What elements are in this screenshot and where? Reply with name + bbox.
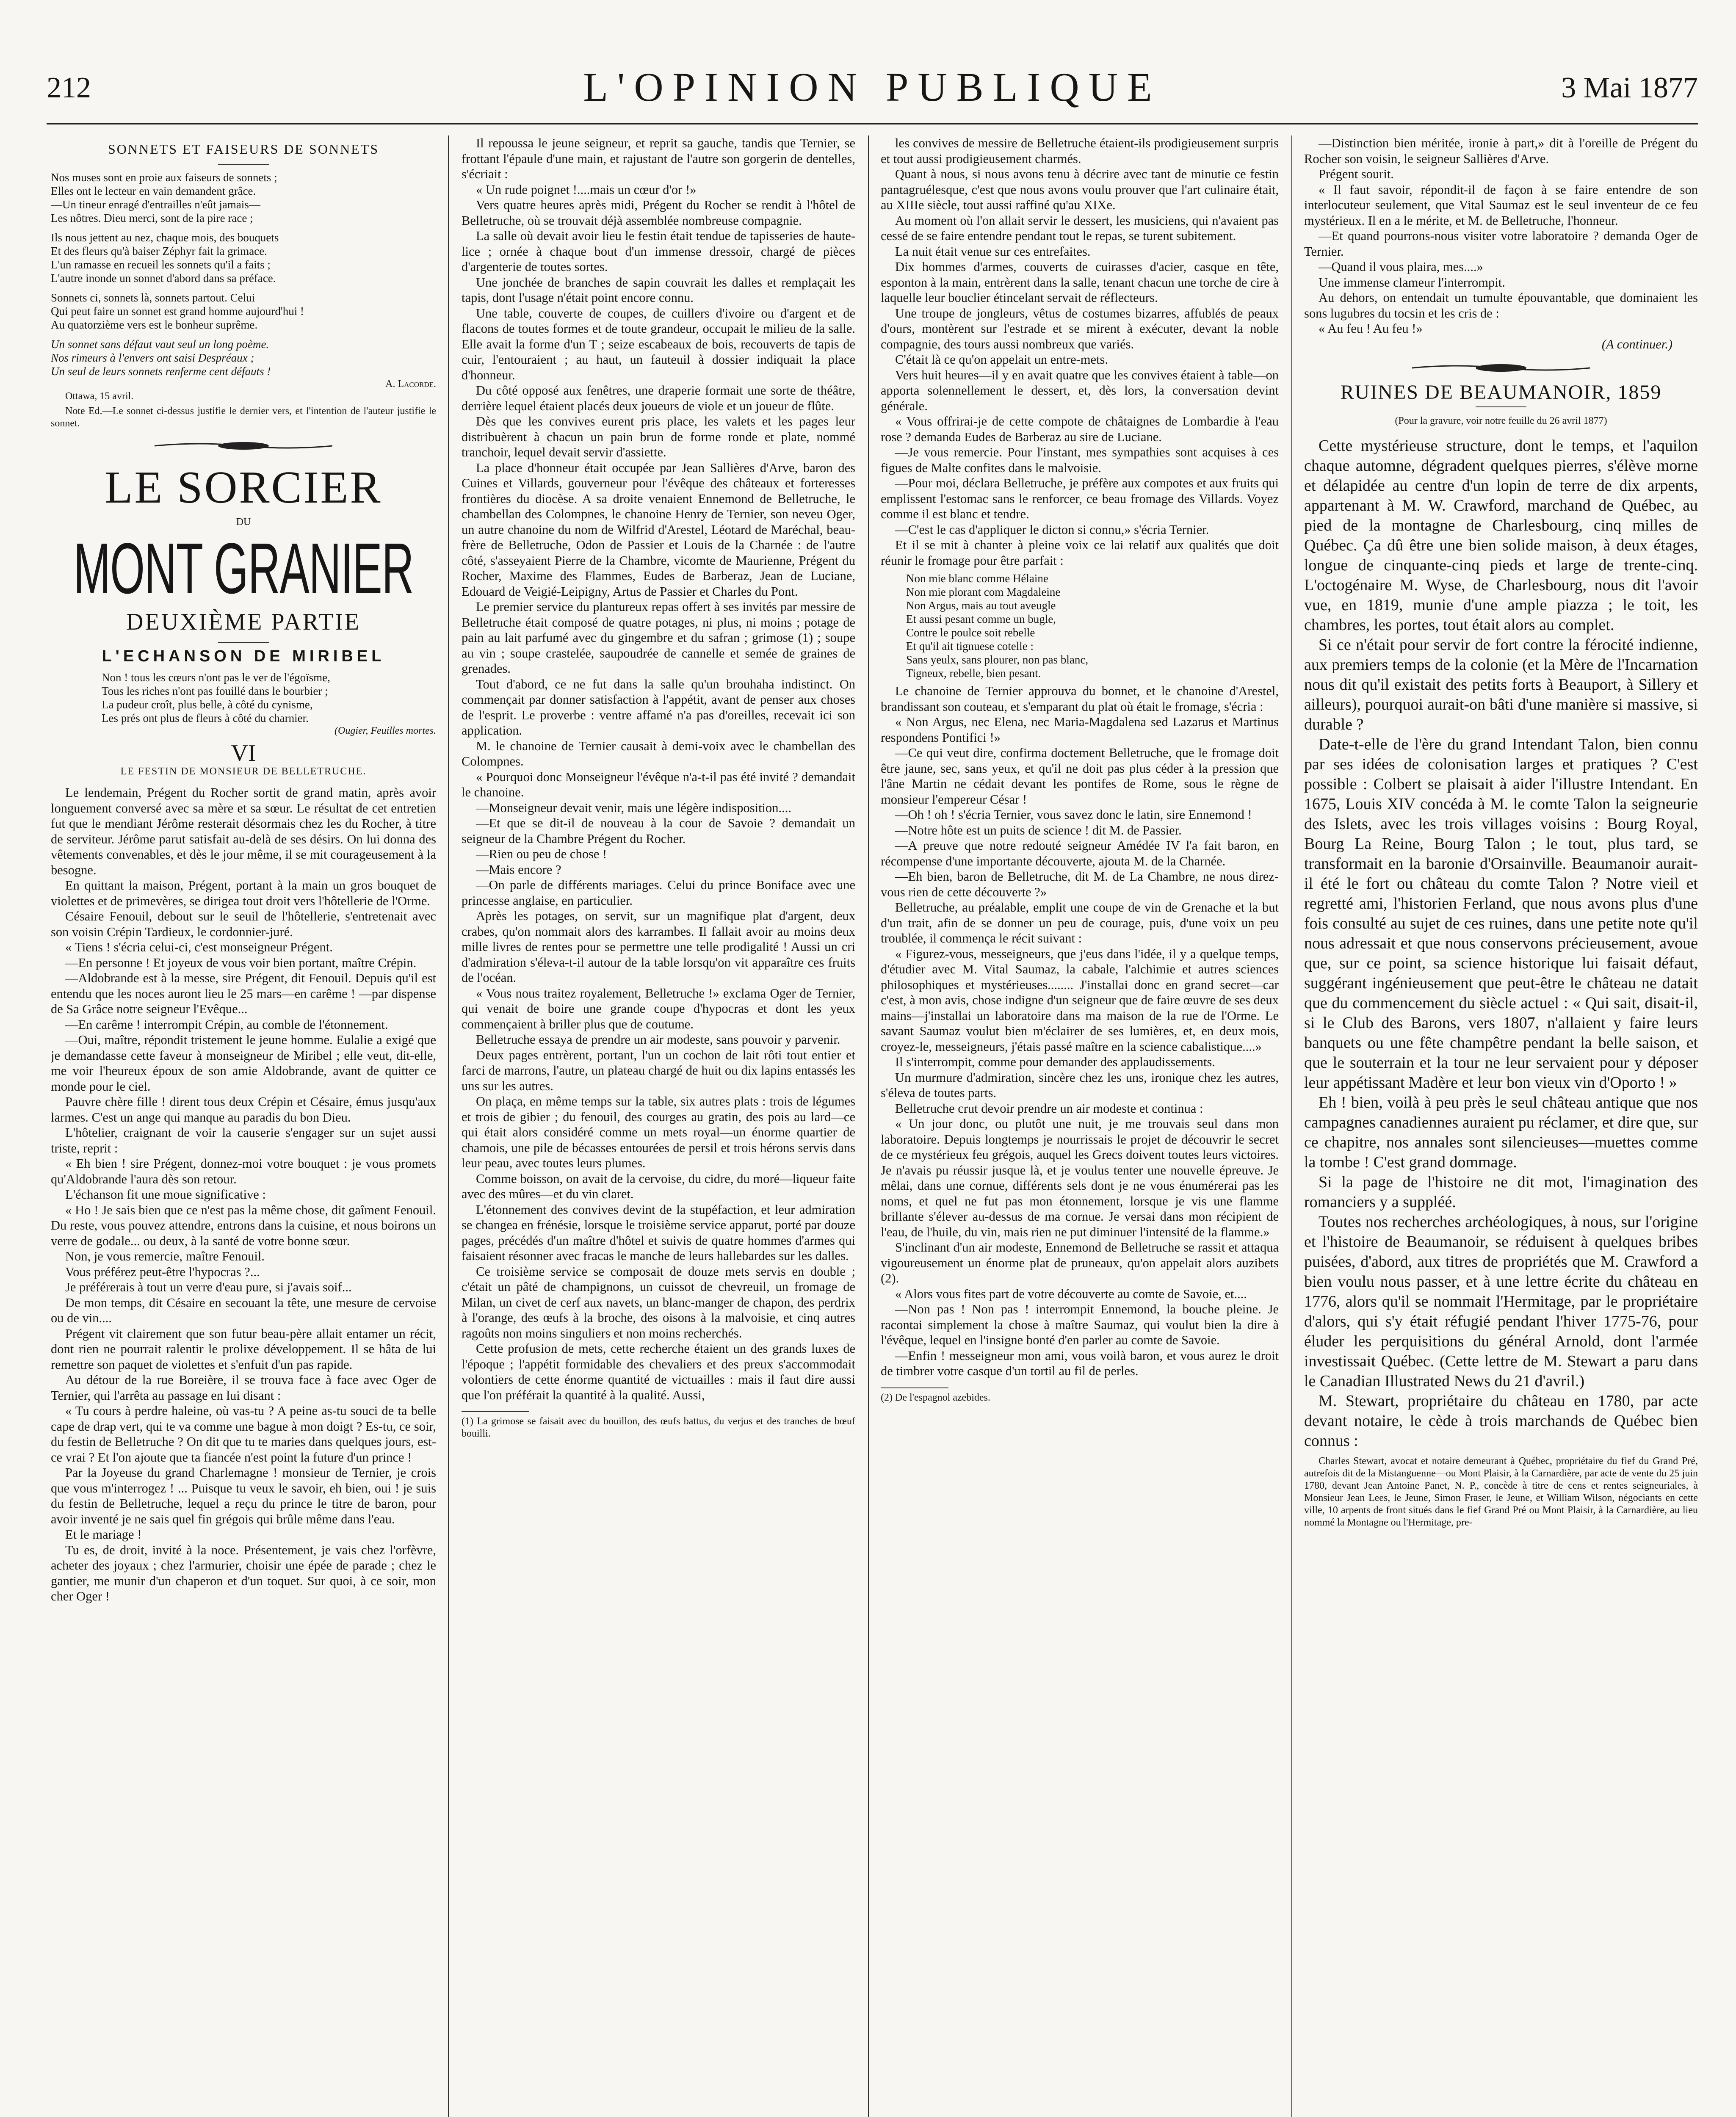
paragraph: Dès que les convives eurent pris place, les valets et les pages leur distribuèrent à chacun un pain brun de forme ronde et plate, nommé tranchoir, lequel devait servir d'assiette.	[462, 414, 855, 459]
paragraph: —Notre hôte est un puits de science ! dit M. de Passier.	[895, 823, 1182, 837]
paragraph: —A preuve que notre redouté seigneur Amédée IV l'a fait baron, en récompense d'une importante découverte, ajouta M. de la Charnée.	[881, 838, 1279, 868]
paragraph: —Mais encore ?	[476, 862, 561, 877]
verse-line: Et qu'il ait tignuese cotelle :	[906, 640, 1034, 652]
paragraph: « Un rude poignet !....mais un cœur d'or !»	[476, 182, 697, 197]
ruines-body	[1304, 436, 1698, 1451]
paragraph: —On parle de différents mariages. Celui du prince Boniface avec une princesse anglaise, en particulier.	[462, 878, 855, 908]
paragraph: Date-t-elle de l'ère du grand Intendant Talon, bien connu par ses idées de colonisation larges et pratiques ? C'est possible : Colbert se plaisait à aider l'illustre Intendant. En 1675, Louis XIV concéda à M. le comte Talon la seigneurie des Islets, avec les trois villages voisins : Bourg Royal, Bourg La Reine, Bourg Talon ; le tout, plus tard, se transformait en la baronie d'Orsainville. Beaumanoir aurait-il été le fort ou château du comte Talon ? Notre vieil et regretté ami, l'historien Ferland, que nous avons plus d'une fois consulté au sujet de ces ruines, dans une petite note qu'il nous adressait et que nous conservons précieusement, avoue que, sur ce point, sa science historique lui faisait défaut, suggérant ingénieusement que peut-être le château ne datait que du commencement du siècle actuel : « Qui sait, disait-il, si le Club des Barons, vers 1807, n'allaient y faire leurs banquets ou une fête champêtre pendant la belle saison, et que le souterrain et la tour ne leur servaient pour y déposer leur appétissant Madère et leur bon vieux vin d'Oporto ! »	[1304, 735, 1698, 1092]
paragraph: « Au feu ! Au feu !»	[1319, 321, 1423, 336]
cheese-song	[881, 572, 1279, 680]
verse-line: Nos muses sont en proie aux faiseurs de sonnets ;	[51, 171, 277, 184]
paragraph: Vers quatre heures après midi, Prégent du Rocher se rendit à l'hôtel de Belletruche, où se trouvait déjà assemblée nombreuse compagnie.	[462, 198, 855, 228]
column-2	[462, 135, 855, 2117]
paragraph: Belletruche essaya de prendre un air modeste, sans pouvoir y parvenir.	[476, 1032, 840, 1047]
ornament-divider	[51, 438, 436, 455]
column-2-body	[462, 135, 855, 1403]
verse-line: Et des fleurs qu'à baiser Zéphyr fait la grimace.	[51, 244, 267, 257]
sonnet-stanza-2	[51, 231, 436, 285]
paragraph: Une jonchée de branches de sapin couvrait les dalles et remplaçait les tapis, dont l'usage n'était point encore connu.	[462, 275, 855, 305]
paragraph: —Je vous remercie. Pour l'instant, mes sympathies sont acquises à ces figues de Malte confites dans le malvoisie.	[881, 445, 1279, 475]
ruines-final-note: Charles Stewart, avocat et notaire demeurant à Québec, propriétaire du fief du Grand Pré, autrefois dit de la Mistanguenne—ou Mont Plaisir, à la Carnardière, par acte de vente du 25 juin 1780, devant Jean Antoine Panet, N. P., concède à titre de cens et rentes seigneuriales, à Monsieur Jean Lees, le Jeune, Simon Fraser, le Jeune, et William Wilson, négociants en cette ville, 10 arpents de front situés dans le fief Grand Pré ou Mont Plaisir, à la Carnardière, au lieu nommé la Montagne ou l'Hermitage, pre-	[1304, 1456, 1698, 1528]
paragraph: Au détour de la rue Boreière, il se trouva face à face avec Oger de Ternier, qui l'arrêta au passage en lui disant :	[51, 1373, 436, 1403]
verse-line: L'un ramasse en recueil les sonnets qu'il a faits ;	[51, 258, 271, 271]
paragraph: La salle où devait avoir lieu le festin était tendue de tapisseries de haute-lice ; ornée à chaque bout d'un immense dressoir, chargé de pièces d'argenterie de toutes sortes.	[462, 229, 855, 274]
paragraph: Par la Joyeuse du grand Charlemagne ! monsieur de Ternier, je crois que vous m'interrogez ! ... Puisque tu veux le savoir, eh bien, oui ! je suis du festin de Belletruche, lequel a reçu du prince le titre de baron, pour avoir inventé je ne sais quel fin grégois qui brûle même dans l'eau.	[51, 1465, 436, 1526]
verse-line: Non ! tous les cœurs n'ont pas le ver de l'égoïsme,	[102, 671, 330, 684]
paragraph: —Quand il vous plaira, mes....»	[1319, 260, 1483, 274]
paragraph: « Ho ! Je sais bien que ce n'est pas la même chose, dit gaîment Fenouil. Du reste, vous pouvez attendre, entrons dans la cuisine, et nous boirons un verre de godale... ou deux, à la santé de votre bonne sœur.	[51, 1202, 436, 1248]
paragraph: Prégent sourit.	[1319, 167, 1394, 181]
verse-line: Sonnets ci, sonnets là, sonnets partout. Celui	[51, 291, 255, 304]
paragraph: « Un jour donc, ou plutôt une nuit, je me trouvais seul dans mon laboratoire. Depuis longtemps je nourrissais le projet de découvrir le secret de ce mystérieux feu grégois, auquel les Grecs doivent toutes leurs victoires. Je n'avais pu réussir jusque là, et je voulus tenter une nouvelle épreuve. Je mêlai, dans une cornue, différents sels dont je ne vous énumérerai pas les noms, et quel ne fut pas mon étonnement, lorsque je vis une flamme brillante s'élever au-dessus de ma cornue. Je versai dans mon récipient de l'eau, de l'huile, du vin, mais rien ne put diminuer l'intensité de la flamme.»	[881, 1117, 1279, 1239]
divider	[218, 164, 269, 165]
column-1	[51, 135, 436, 2117]
paragraph: « Pourquoi donc Monseigneur l'évêque n'a-t-il pas été invité ? demandait le chanoine.	[462, 769, 855, 799]
paragraph: L'étonnement des convives devint de la stupéfaction, et leur admiration se changea en frénésie, lorsque le troisième service apparut, porté par douze pages, précédés d'un maître d'hôtel et suivis de quatre hommes d'armes qui faisaient résonner avec fracas le manche de leurs hallebardes sur les dalles.	[462, 1202, 855, 1263]
paragraph: Dix hommes d'armes, couverts de cuirasses d'acier, casque en tête, esponton à la main, entrèrent dans la salle, tenant chacun une torche de cire à laquelle leur bouclier étincelant servait de réflecteurs.	[881, 260, 1279, 305]
paragraph: —Distinction bien méritée, ironie à part,» dit à l'oreille de Prégent du Rocher son voisin, le seigneur Sallières d'Arve.	[1304, 136, 1698, 166]
paragraph: —Eh bien, baron de Belletruche, dit M. de La Chambre, ne nous direz-vous rien de cette découverte ?»	[881, 869, 1279, 899]
issue-date: 3 Mai 1877	[1561, 72, 1698, 104]
paragraph: En quittant la maison, Prégent, portant à la main un gros bouquet de violettes et de primevères, se dirigea tout droit vers l'hôtellerie de l'Orme.	[51, 878, 436, 908]
paragraph: « Tiens ! s'écria celui-ci, c'est monseigneur Prégent.	[65, 940, 333, 954]
paragraph: Une immense clameur l'interrompit.	[1319, 275, 1505, 290]
paragraph: —Oui, maître, répondit tristement le jeune homme. Eulalie a exigé que je demandasse cette faveur à monseigneur de Miribel ; elle veut, dit-elle, me voir l'heureux époux de son amie Aldobrande, avant de quitter ce monde pour le ciel.	[51, 1033, 436, 1094]
paragraph: « Eh bien ! sire Prégent, donnez-moi votre bouquet : je vous promets qu'Aldobrande l'aura dès son retour.	[51, 1156, 436, 1186]
page-header	[47, 64, 1698, 114]
paragraph: Vous préférez peut-être l'hypocras ?...	[65, 1264, 260, 1279]
paragraph: —Non pas ! Non pas ! interrompit Ennemond, la bouche pleine. Je racontai simplement la chose à maître Saumaz, qui voulut bien la dire à l'évêque, lequel en l'insigne bonté d'en parler au comte de Savoie.	[881, 1302, 1279, 1347]
ornament-divider	[1304, 360, 1698, 377]
paragraph: —Et que se dit-il de nouveau à la cour de Savoie ? demandait un seigneur de la Chambre Prégent du Rocher.	[462, 816, 855, 846]
paragraph: les convives de messire de Belletruche étaient-ils prodigieusement surpris et tout aussi prodigieusement charmés.	[881, 136, 1279, 166]
column-3-body	[881, 135, 1279, 568]
paragraph: —Pour moi, déclara Belletruche, je préfère aux compotes et aux fruits qui emplissent l'estomac sans le renforcer, ce beau fromage des Villards. Voyez comme il est blanc et tendre.	[881, 476, 1279, 521]
verse-line: Contre le poulce soit rebelle	[906, 626, 1035, 639]
divider	[1476, 406, 1526, 407]
verse-line: Les prés ont plus de fleurs à côté du charnier.	[102, 712, 309, 724]
paragraph: —Rien ou peu de chose !	[476, 847, 607, 861]
paragraph: La place d'honneur était occupée par Jean Sallières d'Arve, baron des Cuines et Villards, gouverneur pour l'évêque des châteaux et forteresses frontières du diocèse. A sa droite venaient Ennemond de Belletruche, le chambellan des Colompnes, le chanoine Henry de Ternier, son neveu Oger, un autre chanoine du nom de Wilfrid d'Arestel, Léotard de Maréchal, beau-frère de Belletruche, Odon de Passier et Louis de la Charnée : de l'autre côté, s'asseyaient Pierre de la Chambre, vicomte de Maurienne, Prégent du Rocher, Maxime des Flammes, Eudes de Barberaz, Jean de Luciane, Edouard de Veigié-Leipigny, Artus de Passier et Charles du Pont.	[462, 460, 855, 599]
paragraph: Eh ! bien, voilà à peu près le seul château antique que nos campagnes canadiennes auraient pu réclamer, et dire que, sur ce chapitre, nos annales sont silencieuses—muettes comme la tombe ! C'est grand dommage.	[1304, 1094, 1698, 1171]
epigraph	[51, 671, 436, 725]
paragraph: Si ce n'était pour servir de fort contre la férocité indienne, aux premiers temps de la colonie (et la Mère de l'Incarnation nous dit qu'il existait des petits forts à Beauport, à Sillery et ailleurs), pourquoi aurait-on bâti d'une manière si massive, si durable ?	[1304, 636, 1698, 733]
paragraph: Non, je vous remercie, maître Fenouil.	[65, 1249, 265, 1263]
verse-line: Non mie plorant com Magdaleine	[906, 586, 1061, 598]
footnote-rule	[881, 1387, 948, 1388]
column-divider	[1291, 135, 1292, 2117]
paragraph: « Vous offrirai-je de cette compote de châtaignes de Lombardie à l'eau rose ? demanda Eudes de Barberaz au sire de Luciane.	[881, 414, 1279, 444]
page-number: 212	[47, 72, 91, 104]
paragraph: « Non Argus, nec Elena, nec Maria-Magdalena sed Lazarus et Martinus respondens Pontifici !»	[881, 715, 1279, 745]
paragraph: « Figurez-vous, messeigneurs, que j'eus dans l'idée, il y a quelque temps, d'étudier avec M. Vital Saumaz, la cabale, l'alchimie et autres sciences philosophiques et mystérieuses........ J'installai donc en grand secret—car c'est, à mon avis, chose indigne d'un seigneur que de faire œuvre de ses deux mains—j'installai un laboratoire dans ma maison de la rue de l'Orme. Le savant Saumaz voulut bien m'éclairer de ses lumières, et, en deux mois, croyez-le, messeigneurs, j'étais passé maître en la science cabalistique....»	[881, 946, 1279, 1054]
paragraph: « Il faut savoir, répondit-il de façon à se faire entendre de son interlocuteur seulement, que Vital Saumaz est le seul inventeur de ce feu mystérieux. Il en a le mérite, et M. de Belletruche, l'honneur.	[1304, 182, 1698, 228]
paragraph: Belletruche crut devoir prendre un air modeste et continua :	[895, 1101, 1203, 1116]
column-divider	[448, 135, 449, 2117]
paragraph: Belletruche, au préalable, emplit une coupe de vin de Grenache et la but d'un trait, afin de se donner un peu de courage, puis, d'une voix un peu troublée, il commença le récit suivant :	[881, 900, 1279, 945]
epigraph-source: (Ougier, Feuilles mortes.	[334, 725, 436, 736]
paragraph: M. Stewart, propriétaire du château en 1780, par acte devant notaire, le cède à trois marchands de Québec bien connus :	[1304, 1392, 1698, 1450]
divider	[218, 642, 269, 643]
paragraph: De mon temps, dit Césaire en secouant la tête, une mesure de cervoise ou de vin....	[51, 1295, 436, 1325]
column-4-body	[1304, 135, 1698, 337]
verse-line: L'autre inonde un sonnet d'abord dans sa préface.	[51, 271, 276, 285]
footnote-rule	[462, 1411, 529, 1412]
verse-line: Elles ont le lecteur en vain demandent grâce.	[51, 184, 256, 197]
feuilleton-title-2: MONT GRANIER	[73, 528, 414, 609]
paragraph: Une table, couverte de coupes, de cuillers d'ivoire ou d'argent et de flacons de toutes formes et de toute grandeur, occupait le milieu de la salle. Elle avait la forme d'un T ; seize escabeaux de bois, recouverts de tapis de cuir, l'entouraient ; au haut, un fauteuil à dossier indiquait la place d'honneur.	[462, 306, 855, 382]
paragraph: Et le mariage !	[65, 1527, 142, 1542]
paragraph: —C'est le cas d'appliquer le dicton si connu,» s'écria Ternier.	[895, 522, 1209, 537]
paragraph: L'échanson fit une moue significative :	[65, 1187, 266, 1202]
sonnet-signature: A. Lacorde.	[385, 378, 436, 390]
paragraph: Cette profusion de mets, cette recherche étaient un des grands luxes de l'époque ; l'appétit formidable des chevaliers et des preux s'accommodait volontiers de cette énorme quantité de victuailles : mais il faut dire aussi que l'on préférait la quantité à la qualité. Aussi,	[462, 1341, 855, 1402]
paragraph: Quant à nous, si nous avons tenu à décrire avec tant de minutie ce festin pantagruélesque, c'est que nous avons voulu prouver que l'art culinaire était, au XIIIe siècle, tout aussi raffiné qu'au XIXe.	[881, 167, 1279, 212]
paragraph: « Tu cours à perdre haleine, où vas-tu ? A peine as-tu souci de ta belle cape de drap vert, qui te va comme une bague à mon doigt ? Es-tu, ce soir, du festin de Belletruche ? On dit que tu te maries dans quelques jours, est-ce vrai ? Et l'on ajoute que ta fiancée n'est point la future d'un prince !	[51, 1404, 436, 1465]
paragraph: Tu es, de droit, invité à la noce. Présentement, je vais chez l'orfèvre, acheter des joyaux ; chez l'armurier, choisir une épée de parade ; chez le gantier, me munir d'un chaperon et d'un toquet. Sur quoi, à ce soir, mon cher Oger !	[51, 1542, 436, 1603]
paragraph: Pauvre chère fille ! dirent tous deux Crépin et Césaire, émus jusqu'aux larmes. C'est un ange qui manque au paradis du bon Dieu.	[51, 1094, 436, 1125]
ruines-subtitle: (Pour la gravure, voir notre feuille du 26 avril 1877)	[1395, 415, 1607, 426]
editor-note: Note Ed.—Le sonnet ci-dessus justifie le dernier vers, et l'intention de l'auteur justifie le sonnet.	[51, 405, 436, 429]
paragraph: Après les potages, on servit, sur un magnifique plat d'argent, deux crabes, qu'on nommait alors des karrambes. Il fallait avoir au moins deux mille livres de rentes pour se permettre une telle prodigalité ! Aussi un cri d'admiration s'éleva-t-il autour de la table lorsqu'on vit apparaître ces fruits de l'océan.	[462, 909, 855, 985]
paragraph: Césaire Fenouil, debout sur le seuil de l'hôtellerie, s'entretenait avec son voisin Crépin Tardieux, le cordonnier-juré.	[51, 909, 436, 939]
column-4	[1304, 135, 1698, 2117]
paragraph: —Enfin ! messeigneur mon ami, vous voilà baron, et vous aurez le droit de timbrer votre casque d'un tortil au fil de perles.	[881, 1348, 1279, 1378]
feuilleton-title-du: DU	[236, 516, 251, 528]
paragraph: Le lendemain, Prégent du Rocher sortit de grand matin, après avoir longuement conversé avec sa mère et sa sœur. Le résultat de cet entretien fut que le mendiant Jérôme resterait désormais chez les du Rocher, à titre de serviteur. Jérôme parut satisfait au-delà de ses désirs. On lui donna des vêtements convenables, et dès le jour même, il se mit courageusement à la besogne.	[51, 785, 436, 877]
paragraph: —Monseigneur devait venir, mais une légère indisposition....	[476, 800, 792, 815]
paragraph: Tout d'abord, ce ne fut dans la salle qu'un brouhaha indistinct. On commençait par donner satisfaction à l'appétit, avant de penser aux choses de l'esprit. Le proverbe : ventre affamé n'a pas d'oreilles, recevait ici son application.	[462, 677, 855, 738]
footnote-1: (1) La grimose se faisait avec du bouillon, des œufs battus, du verjus et des tranches de bœuf bouilli.	[462, 1416, 855, 1439]
paragraph: La nuit était venue sur ces entrefaites.	[895, 244, 1091, 259]
column-3-body-b	[881, 683, 1279, 1379]
paragraph: Au dehors, on entendait un tumulte épouvantable, que dominaient les sons lugubres du tocsin et les cris de :	[1304, 290, 1698, 321]
paragraph: Le premier service du plantureux repas offert à ses invités par messire de Belletruche était composé de quatre potages, ni plus, ni moins ; potage de pain au lait parfumé avec du gingembre et du safran ; grimose (1) ; soupe au vin ; soupe crastelée, saupoudrée de cannelle et semée de graines de grenades.	[462, 600, 855, 676]
paragraph: Je préférerais à tout un verre d'eau pure, si j'avais soif...	[65, 1280, 352, 1294]
footnote-2: (2) De l'espagnol azebides.	[881, 1392, 990, 1403]
sonnet-place-date: Ottawa, 15 avril.	[65, 390, 134, 402]
paragraph: Au moment où l'on allait servir le dessert, les musiciens, qui n'avaient pas cessé de se faire entendre pendant tout le repas, se turent subitement.	[881, 213, 1279, 243]
verse-line: La pudeur croît, plus belle, à côté du cynisme,	[102, 698, 313, 711]
paragraph: Si la page de l'histoire ne dit mot, l'imagination des romanciers y a suppléé.	[1304, 1173, 1698, 1211]
paragraph: —Aldobrande est à la messe, sire Prégent, dit Fenouil. Depuis qu'il est entendu que les noces auront lieu le 25 mars—en carême ! —par dispense de Sa Grâce notre seigneur l'Evêque...	[51, 971, 436, 1016]
paragraph: Et il se mit à chanter à pleine voix ce lai relatif aux qualités que doit réunir le fromage pour être parfait :	[881, 538, 1279, 568]
paragraph: « Alors vous fites part de votre découverte au comte de Savoie, et....	[895, 1286, 1247, 1301]
paragraph: M. le chanoine de Ternier causait à demi-voix avec le chambellan des Colompnes.	[462, 738, 855, 768]
paragraph: Toutes nos recherches archéologiques, à nous, sur l'origine et l'histoire de Beaumanoir, se réduisent à quelques bribes puisées, d'abord, aux titres de propriétés que M. Crawford a bien voulu nous passer, et à une lettre écrite du château en 1776, alors qu'il se nommait l'Hermitage, par le propriétaire d'alors, qui s'y était réfugié pendant l'hiver 1775-76, pour éluder les perquisitions du général Arnold, dont l'armée investissait Québec. (Cette lettre de M. Stewart a paru dans le Canadian Illustrated News du 21 d'avril.)	[1304, 1213, 1698, 1390]
verse-line: Qui peut faire un sonnet est grand homme aujourd'hui !	[51, 304, 304, 318]
paragraph: Il repoussa le jeune seigneur, et reprit sa gauche, tandis que Ternier, se frottant l'épaule d'une main, et rajustant de l'autre son gorgerin de dentelles, s'écriait :	[462, 136, 855, 181]
paragraph: S'inclinant d'un air modeste, Ennemond de Belletruche se rassit et attaqua vigoureusement un énorme plat de pruneaux, qu'on appelait alors auzibets (2).	[881, 1240, 1279, 1285]
header-rule	[47, 123, 1698, 124]
verse-line: Et aussi pesant comme un bugle,	[906, 613, 1056, 625]
column-1-body	[51, 785, 436, 1604]
paragraph: —Ce qui veut dire, confirma doctement Belletruche, que le fromage doit être jaune, sec, sans yeux, et qu'il ne doit pas plus céder à la pression que l'âne Martin ne cédait devant les pontifes de Rome, sous le règne de monsieur l'empereur César !	[881, 746, 1279, 807]
feuilleton-part: DEUXIÈME PARTIE	[126, 609, 361, 635]
paragraph: —Et quand pourrons-nous visiter votre laboratoire ? demanda Oger de Ternier.	[1304, 229, 1698, 259]
verse-line: Tigneux, rebelle, bien pesant.	[906, 667, 1041, 680]
paragraph: Comme boisson, on avait de la cervoise, du cidre, du moré—liqueur faite avec des mûres—et du vin claret.	[462, 1171, 855, 1201]
column-3	[881, 135, 1279, 2117]
paragraph: L'hôtelier, craignant de voir la causerie s'engager sur un sujet aussi triste, reprit :	[51, 1125, 436, 1155]
paragraph: Ce troisième service se composait de douze mets servis en double ; c'était un pâté de champignons, un cuissot de chevreuil, un fromage de Milan, un civet de cerf aux navets, un blanc-manger de chapon, des perdrix à l'orange, des œufs à la broche, des oisons à la malvoisie, et cinq autres ragoûts non moins singuliers et non moins recherchés.	[462, 1264, 855, 1340]
paragraph: Vers huit heures—il y en avait quatre que les convives étaient à table—on apporta solennellement le dessert, et, dès lors, la conversation devint générale.	[881, 368, 1279, 413]
verse-line: —Un tineur enragé d'entrailles n'eût jamais—	[51, 198, 260, 211]
sonnet-stanza-4	[51, 337, 436, 378]
sonnet-stanza-3	[51, 291, 436, 332]
paragraph: « Vous nous traitez royalement, Belletruche !» exclama Oger de Ternier, qui venait de boire une grande coupe d'hypocras et dont les yeux commençaient à briller plus que de coutume.	[462, 986, 855, 1031]
paragraph: On plaça, en même temps sur la table, six autres plats : trois de légumes et trois de gibier ; du fenouil, des courges au gratin, des pois au lard—ce qui était alors considéré comme un mets royal—un énorme quartier de chamois, une pile de bécasses entourées de persil et trois hérons servis dans leur peau, avec toutes leurs plumes.	[462, 1094, 855, 1170]
verse-line: Nos rimeurs à l'envers ont saisi Despréaux ;	[51, 351, 254, 364]
verse-line: Au quatorzième vers est le bonheur suprême.	[51, 318, 258, 331]
verse-line: Les nôtres. Dieu merci, sont de la pire race ;	[51, 211, 253, 224]
chapter-title: L'ECHANSON DE MIRIBEL	[102, 647, 385, 665]
verse-line: Tous les riches n'ont pas fouillé dans le bourbier ;	[102, 685, 328, 697]
paragraph: —En carême ! interrompit Crépin, au comble de l'étonnement.	[65, 1017, 388, 1032]
section-number: VI	[231, 740, 256, 766]
sonnets-title: SONNETS ET FAISEURS DE SONNETS	[108, 141, 379, 157]
paragraph: Le chanoine de Ternier approuva du bonnet, et le chanoine d'Arestel, brandissant son couteau, et s'emparant du plat où était le fromage, s'écria :	[881, 684, 1279, 714]
paragraph: Prégent vit clairement que son futur beau-père allait entamer un récit, dont rien ne pourrait ralentir le prolixe développement. Il se hâta de lui remettre son paquet de violettes et s'enfuit d'un pas rapide.	[51, 1326, 436, 1372]
paragraph: Une troupe de jongleurs, vêtus de costumes bizarres, affublés de peaux d'ours, montèrent sur l'estrade et se mirent à exécuter, devant la noble compagnie, des tours aussi nombreux que variés.	[881, 306, 1279, 351]
paragraph: Cette mystérieuse structure, dont le temps, et l'aquilon chaque automne, dégradent quelques pierres, s'élève morne et délapidée au centre d'un lopin de terre de dix arpents, appartenant à M. W. Crawford, marchand de Québec, au pied de la montagne de Charlesbourg, cinq milles de Québec. Ça dû être une bien solide maison, à deux étages, longue de cinquante-cinq pieds et large de trente-cinq. L'octogénaire M. Wyse, de Charlesbourg, nous dit l'avoir vue, en 1819, munie d'une ample piazza ; le toit, les chambres, les portes, tout était alors au complet.	[1304, 437, 1698, 634]
paragraph: C'était là ce qu'on appelait un entre-mets.	[895, 352, 1108, 367]
verse-line: Non Argus, mais au tout aveugle	[906, 599, 1056, 612]
feuilleton-title-1: LE SORCIER	[105, 462, 382, 513]
paragraph: Du côté opposé aux fenêtres, une draperie formait une sorte de théâtre, derrière lequel étaient placés deux joueurs de viole et un joueur de flûte.	[462, 383, 855, 413]
verse-line: Sans yeulx, sans plourer, non pas blanc,	[906, 653, 1089, 666]
column-divider	[868, 135, 869, 2117]
verse-line: Un sonnet sans défaut vaut seul un long poème.	[51, 337, 269, 351]
verse-line: Un seul de leurs sonnets renferme cent défauts !	[51, 365, 271, 378]
verse-line: Ils nous jettent au nez, chaque mois, des bouquets	[51, 231, 279, 244]
paragraph: Il s'interrompit, comme pour demander des applaudissements.	[895, 1055, 1215, 1069]
to-be-continued: (A continuer.)	[1601, 337, 1672, 351]
ruines-title: RUINES DE BEAUMANOIR, 1859	[1340, 381, 1662, 404]
paragraph: Un murmure d'admiration, sincère chez les uns, ironique chez les autres, s'éleva de toutes parts.	[881, 1070, 1279, 1100]
paragraph: —En personne ! Et joyeux de vous voir bien portant, maître Crépin.	[65, 955, 417, 970]
sonnet-stanza-1	[51, 171, 436, 225]
paragraph: Deux pages entrèrent, portant, l'un un cochon de lait rôti tout entier et farci de marrons, l'autre, un plateau chargé de huit ou dix lapins entassés les uns sur les autres.	[462, 1047, 855, 1093]
section-title: LE FESTIN DE MONSIEUR DE BELLETRUCHE.	[120, 766, 367, 777]
verse-line: Non mie blanc comme Hélaine	[906, 572, 1048, 585]
paragraph: —Oh ! oh ! s'écria Ternier, vous savez donc le latin, sire Ennemond !	[895, 807, 1252, 822]
newspaper-title: L'OPINION PUBLIQUE	[583, 64, 1161, 110]
